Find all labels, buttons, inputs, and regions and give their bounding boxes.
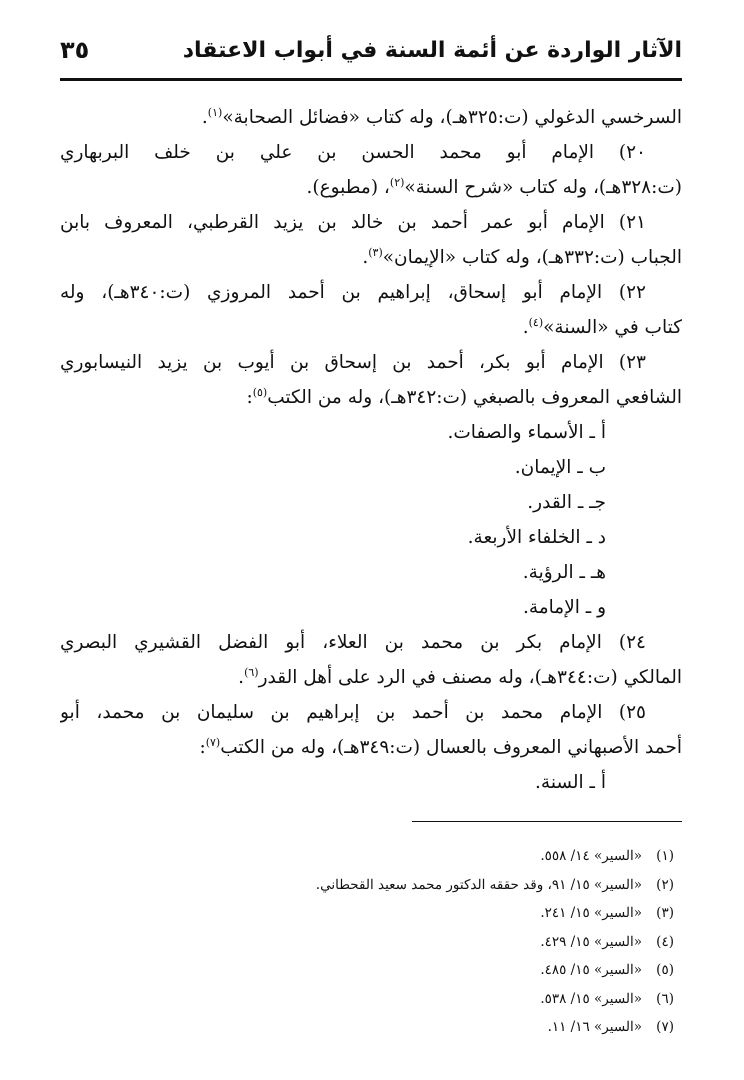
text-line: [60, 660, 682, 695]
line-text: ٢٤) الإمام بكر بن محمد بن العلاء، أبو الفضل القشيري البصري: [60, 632, 646, 653]
footnote-number: (٥): [656, 962, 674, 978]
footnote: [60, 871, 682, 900]
text-line: [60, 415, 682, 450]
line-text: الجباب (ت:٣٣٢هـ)، وله كتاب «الإيمان»: [382, 247, 682, 268]
line-tail: .: [522, 317, 529, 338]
line-text: السرخسي الدغولي (ت:٣٢٥هـ)، وله كتاب «فضائل الصحابة»: [222, 107, 682, 128]
line-text: كتاب في «السنة»: [543, 317, 682, 338]
text-line: [60, 625, 682, 660]
text-line: [60, 135, 682, 170]
footnote-marker: (٦): [244, 665, 259, 679]
footnote: [60, 899, 682, 928]
footnote-marker: (٧): [205, 735, 221, 749]
line-text: ٢٣) الإمام أبو بكر، أحمد بن إسحاق بن أيوب بن يزيد النيسابوري: [60, 352, 646, 373]
text-line: [60, 345, 682, 380]
text-line: [60, 450, 682, 485]
line-text: و ـ الإمامة.: [522, 597, 606, 618]
line-text: ب ـ الإيمان.: [514, 457, 606, 478]
line-text: جـ ـ القدر.: [527, 492, 606, 513]
text-line: [60, 100, 682, 135]
line-text: د ـ الخلفاء الأربعة.: [467, 527, 606, 548]
line-text: أ ـ الأسماء والصفات.: [447, 422, 606, 443]
text-line: [60, 240, 682, 275]
line-tail: :: [246, 387, 253, 408]
footnote-number: (٢): [656, 876, 674, 893]
footnote-text: «السير» ١٤/ ٥٥٨.: [540, 848, 642, 864]
footnote-marker: (٤): [528, 315, 544, 329]
line-tail: :: [199, 737, 206, 758]
line-text: ٢٠) الإمام أبو محمد الحسن بن علي بن خلف البربهاري: [60, 142, 646, 163]
footnote-number: (٣): [656, 905, 674, 921]
line-text: (ت:٣٢٨هـ)، وله كتاب «شرح السنة»: [404, 177, 682, 198]
footnotes: [60, 842, 682, 1042]
line-text: هـ ـ الرؤية.: [522, 562, 606, 583]
line-tail: .: [238, 667, 245, 688]
text-line: [60, 380, 682, 415]
text-line: [60, 170, 682, 205]
footnote-number: (١): [656, 848, 674, 864]
running-title: الآثار الواردة عن أئمة السنة في أبواب الاعتقاد: [182, 38, 682, 63]
text-line: [60, 310, 682, 345]
main-text: [60, 100, 682, 800]
text-line: [60, 520, 682, 555]
footnote-text: «السير» ١٥/ ٢٤١.: [540, 905, 642, 921]
text-line: [60, 555, 682, 590]
line-text: المالكي (ت:٣٤٤هـ)، وله مصنف في الرد على أهل القدر: [258, 667, 682, 688]
footnote-text: «السير» ١٥/ ٩١، وقد حققه الدكتور محمد سعيد القحطاني.: [315, 876, 642, 893]
footnote-text: «السير» ١٥/ ٤٨٥.: [540, 962, 642, 978]
footnote-separator: [412, 821, 682, 822]
footnote-marker: (٢): [389, 175, 405, 189]
footnote-text: «السير» ١٥/ ٥٣٨.: [540, 990, 642, 1007]
line-text: أ ـ السنة.: [535, 772, 606, 793]
line-tail: .: [362, 247, 369, 268]
line-text: ٢٢) الإمام أبو إسحاق، إبراهيم بن أحمد المروزي (ت:٣٤٠هـ)، وله: [60, 282, 646, 303]
line-text: الشافعي المعروف بالصبغي (ت:٣٤٢هـ)، وله من الكتب: [267, 387, 682, 408]
line-text: ٢١) الإمام أبو عمر أحمد بن خالد بن يزيد القرطبي، المعروف بابن: [60, 212, 646, 233]
line-text: أحمد الأصبهاني المعروف بالعسال (ت:٣٤٩هـ)، وله من الكتب: [220, 737, 682, 758]
footnote: [60, 985, 682, 1014]
line-tail: .: [201, 107, 208, 128]
footnote: [60, 956, 682, 985]
text-line: [60, 275, 682, 310]
running-header: [60, 34, 682, 81]
footnote: [60, 1013, 682, 1042]
footnote: [60, 842, 682, 871]
page-number: ٣٥: [60, 36, 90, 64]
footnote: [60, 928, 682, 957]
footnote-number: (٦): [656, 990, 674, 1007]
text-line: [60, 205, 682, 240]
footnote-number: (٤): [656, 933, 674, 950]
text-line: [60, 590, 682, 625]
line-tail: ، (مطبوع).: [306, 177, 390, 198]
footnote-marker: (١): [207, 105, 223, 119]
text-line: [60, 730, 682, 765]
footnote-number: (٧): [656, 1019, 674, 1035]
line-text: ٢٥) الإمام محمد بن أحمد بن إبراهيم بن سليمان بن محمد، أبو: [60, 702, 646, 723]
footnote-marker: (٥): [252, 385, 268, 399]
footnote-text: «السير» ١٥/ ٤٢٩.: [540, 933, 642, 950]
text-line: [60, 695, 682, 730]
text-line: [60, 485, 682, 520]
footnote-text: «السير» ١٦/ ١١.: [547, 1019, 642, 1035]
footnote-marker: (٣): [368, 245, 383, 259]
text-line: [60, 765, 682, 800]
